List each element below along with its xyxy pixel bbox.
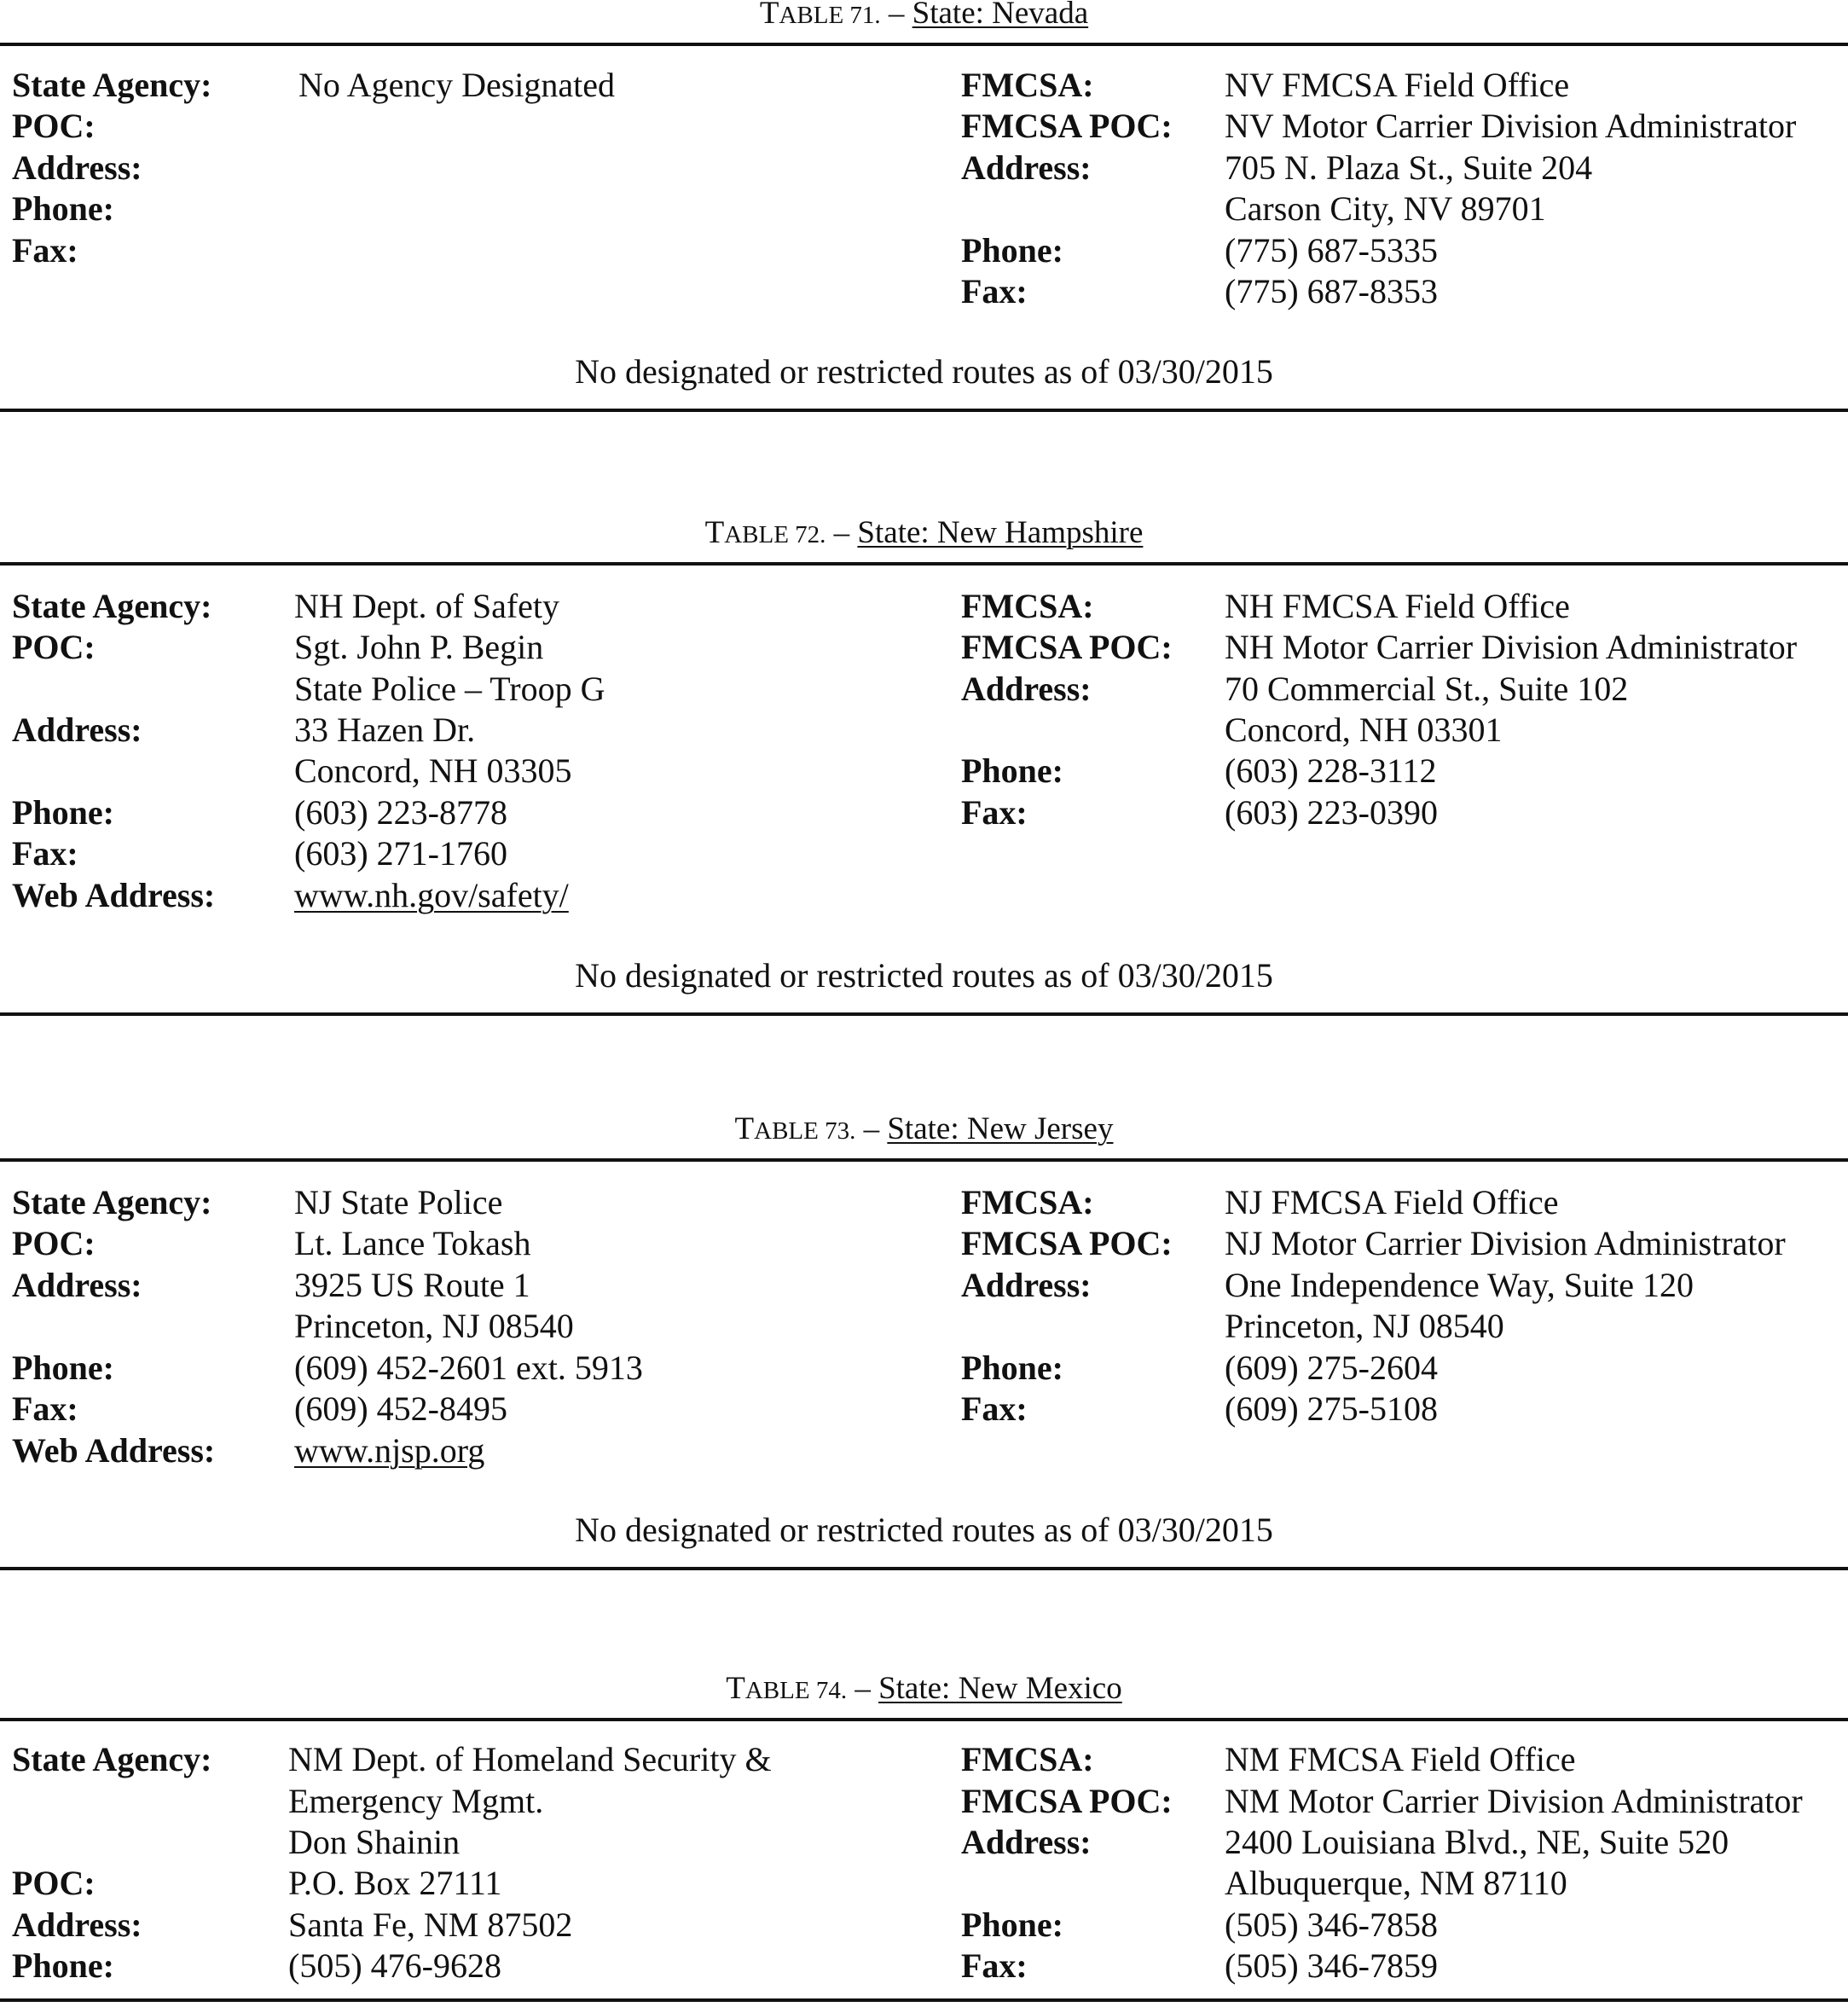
fax-label: Fax: xyxy=(12,231,78,270)
address-label: Address: xyxy=(12,148,142,187)
poc-value: P.O. Box 27111 xyxy=(288,1864,502,1902)
state-title: State: Nevada xyxy=(912,0,1089,31)
phone-label: Phone: xyxy=(12,1349,114,1387)
fmcsa-address-label: Address: xyxy=(961,670,1092,708)
poc-value-line-2: State Police – Troop G xyxy=(294,670,605,708)
caption-dash: – xyxy=(854,1671,871,1706)
state-agency-value-line-1: NM Dept. of Homeland Security & xyxy=(288,1740,772,1778)
state-agency-value-line-2: Emergency Mgmt. xyxy=(288,1782,544,1820)
poc-value: Lt. Lance Tokash xyxy=(294,1224,531,1262)
fmcsa-phone-value: (505) 346-7858 xyxy=(1225,1905,1438,1944)
address-line-1: 33 Hazen Dr. xyxy=(294,711,476,749)
table-top-rule xyxy=(0,43,1848,46)
fmcsa-fax-value: (603) 223-0390 xyxy=(1225,793,1438,832)
web-address-link[interactable]: www.nh.gov/safety/ xyxy=(294,876,569,914)
fmcsa-fax-label: Fax: xyxy=(961,272,1028,310)
fmcsa-poc-label: FMCSA POC: xyxy=(961,1224,1173,1262)
web-address-link[interactable]: www.njsp.org xyxy=(294,1431,485,1470)
table-bottom-rule xyxy=(0,409,1848,412)
address-line-2: Concord, NH 03305 xyxy=(294,751,572,790)
table-bottom-rule xyxy=(0,1567,1848,1570)
phone-value: (603) 223-8778 xyxy=(294,793,507,832)
fmcsa-poc-label: FMCSA POC: xyxy=(961,107,1173,145)
fmcsa-address-line-1: 70 Commercial St., Suite 102 xyxy=(1225,670,1629,708)
fmcsa-phone-label: Phone: xyxy=(961,751,1063,790)
table-caption xyxy=(0,0,1848,32)
fmcsa-phone-label: Phone: xyxy=(961,1349,1063,1387)
address-line-1: 3925 US Route 1 xyxy=(294,1266,530,1304)
address-label: Address: xyxy=(12,711,142,749)
fmcsa-poc-label: FMCSA POC: xyxy=(961,1782,1173,1820)
table-number: TABLE 74. xyxy=(726,1671,848,1706)
table-number: TABLE 73. xyxy=(734,1111,856,1146)
fmcsa-fax-label: Fax: xyxy=(961,793,1028,832)
fmcsa-address-label: Address: xyxy=(961,1823,1092,1861)
fmcsa-address-line-1: 705 N. Plaza St., Suite 204 xyxy=(1225,148,1593,187)
routes-note: No designated or restricted routes as of 03/30/2015 xyxy=(575,352,1273,391)
state-agency-label: State Agency: xyxy=(12,587,212,625)
fmcsa-fax-value: (505) 346-7859 xyxy=(1225,1946,1438,1985)
table-caption xyxy=(0,1672,1848,1708)
table-bottom-rule xyxy=(0,1012,1848,1016)
address-value: Santa Fe, NM 87502 xyxy=(288,1905,573,1944)
state-agency-value: No Agency Designated xyxy=(298,66,616,104)
fmcsa-address-label: Address: xyxy=(961,1266,1092,1304)
state-agency-value-line-3: Don Shainin xyxy=(288,1823,461,1861)
table-top-rule xyxy=(0,1718,1848,1721)
state-agency-label: State Agency: xyxy=(12,1183,212,1221)
fmcsa-address-line-1: One Independence Way, Suite 120 xyxy=(1225,1266,1694,1304)
fmcsa-poc-value: NH Motor Carrier Division Administrator xyxy=(1225,628,1798,666)
phone-label: Phone: xyxy=(12,189,114,228)
fmcsa-fax-label: Fax: xyxy=(961,1389,1028,1428)
table-caption xyxy=(0,516,1848,552)
address-line-2: Princeton, NJ 08540 xyxy=(294,1307,574,1345)
fmcsa-label: FMCSA: xyxy=(961,587,1094,625)
address-label: Address: xyxy=(12,1266,142,1304)
fmcsa-poc-value: NM Motor Carrier Division Administrator xyxy=(1225,1782,1803,1820)
table-caption xyxy=(0,1112,1848,1148)
fmcsa-poc-label: FMCSA POC: xyxy=(961,628,1173,666)
phone-label: Phone: xyxy=(12,1946,114,1985)
fmcsa-fax-label: Fax: xyxy=(961,1946,1028,1985)
fmcsa-phone-value: (603) 228-3112 xyxy=(1225,751,1437,790)
state-agency-value: NH Dept. of Safety xyxy=(294,587,560,625)
poc-value-line-1: Sgt. John P. Begin xyxy=(294,628,544,666)
fax-value: (603) 271-1760 xyxy=(294,834,507,873)
fmcsa-address-line-2: Albuquerque, NM 87110 xyxy=(1225,1864,1567,1902)
table-top-rule xyxy=(0,1158,1848,1162)
fmcsa-office-value: NV FMCSA Field Office xyxy=(1225,66,1570,104)
web-address-label: Web Address: xyxy=(12,876,216,914)
caption-dash: – xyxy=(888,0,905,31)
fmcsa-office-value: NJ FMCSA Field Office xyxy=(1225,1183,1559,1221)
poc-label: POC: xyxy=(12,1224,96,1262)
fmcsa-office-value: NM FMCSA Field Office xyxy=(1225,1740,1576,1778)
fmcsa-address-line-2: Concord, NH 03301 xyxy=(1225,711,1503,749)
routes-note: No designated or restricted routes as of 03/30/2015 xyxy=(575,1511,1273,1549)
state-title: State: New Hampshire xyxy=(857,515,1144,550)
state-agency-label: State Agency: xyxy=(12,1740,212,1778)
address-label: Address: xyxy=(12,1905,142,1944)
fmcsa-phone-label: Phone: xyxy=(961,231,1063,270)
fmcsa-poc-value: NV Motor Carrier Division Administrator xyxy=(1225,107,1797,145)
fmcsa-address-line-2: Princeton, NJ 08540 xyxy=(1225,1307,1504,1345)
fax-label: Fax: xyxy=(12,1389,78,1428)
state-agency-label: State Agency: xyxy=(12,66,212,104)
caption-dash: – xyxy=(833,515,850,550)
table-number: TABLE 72. xyxy=(704,515,826,550)
state-agency-value: NJ State Police xyxy=(294,1183,503,1221)
fax-value: (609) 452-8495 xyxy=(294,1389,507,1428)
state-title: State: New Jersey xyxy=(887,1111,1114,1146)
fmcsa-address-line-2: Carson City, NV 89701 xyxy=(1225,189,1546,228)
fmcsa-phone-value: (775) 687-5335 xyxy=(1225,231,1438,270)
table-number: TABLE 71. xyxy=(759,0,881,31)
fmcsa-poc-value: NJ Motor Carrier Division Administrator xyxy=(1225,1224,1786,1262)
caption-dash: – xyxy=(863,1111,880,1146)
fmcsa-address-line-1: 2400 Louisiana Blvd., NE, Suite 520 xyxy=(1225,1823,1729,1861)
routes-note: No designated or restricted routes as of 03/30/2015 xyxy=(575,956,1273,995)
fax-label: Fax: xyxy=(12,834,78,873)
fmcsa-phone-value: (609) 275-2604 xyxy=(1225,1349,1438,1387)
table-top-rule xyxy=(0,562,1848,566)
fmcsa-fax-value: (609) 275-5108 xyxy=(1225,1389,1438,1428)
state-title: State: New Mexico xyxy=(878,1671,1122,1706)
table-bottom-rule xyxy=(0,1998,1848,2002)
poc-label: POC: xyxy=(12,1864,96,1902)
fmcsa-office-value: NH FMCSA Field Office xyxy=(1225,587,1570,625)
phone-label: Phone: xyxy=(12,793,114,832)
web-address-label: Web Address: xyxy=(12,1431,216,1470)
fmcsa-fax-value: (775) 687-8353 xyxy=(1225,272,1438,310)
phone-value: (505) 476-9628 xyxy=(288,1946,501,1985)
fmcsa-label: FMCSA: xyxy=(961,66,1094,104)
fmcsa-address-label: Address: xyxy=(961,148,1092,187)
fmcsa-label: FMCSA: xyxy=(961,1740,1094,1778)
phone-value: (609) 452-2601 ext. 5913 xyxy=(294,1349,643,1387)
poc-label: POC: xyxy=(12,628,96,666)
fmcsa-phone-label: Phone: xyxy=(961,1905,1063,1944)
poc-label: POC: xyxy=(12,107,96,145)
fmcsa-label: FMCSA: xyxy=(961,1183,1094,1221)
